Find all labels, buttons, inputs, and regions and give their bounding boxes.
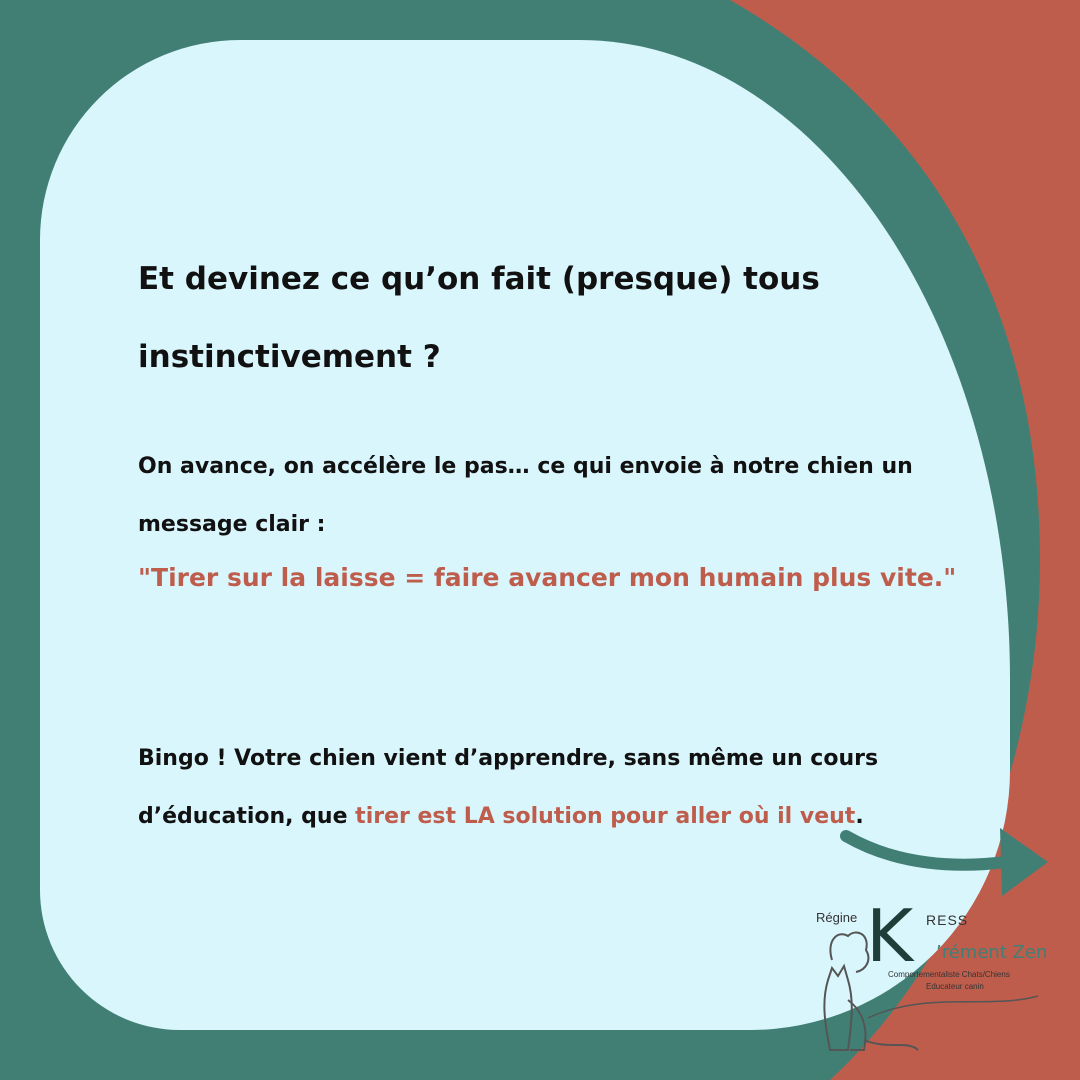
logo-subtitle-1: Comportementaliste Chats/Chiens [888,970,1010,979]
logo-brand: ’rément Zen [936,942,1048,963]
paragraph-2 [138,730,898,846]
brand-logo [808,894,1048,1065]
paragraph-2-prefix: Bingo ! Votre chien vient d’apprendre, sans même un cours d’éducation, que [138,746,879,829]
heading: Et devinez ce qu’on fait (presque) tous instinctivement ? [138,261,820,375]
paragraph-2-highlight: tirer est LA solution pour aller où il veut [355,804,856,829]
logo-letter: K [866,894,914,978]
quote: "Tirer sur la laisse = faire avancer mon humain plus vite." [138,563,957,592]
logo-first-name: Régine [816,910,858,925]
paragraph-2-suffix: . [855,804,864,829]
logo-last-name: RESS [926,912,969,928]
paragraph-1: On avance, on accélère le pas… ce qui envoie à notre chien un message clair : [138,454,913,537]
logo-subtitle-2: Educateur canin [926,982,984,991]
